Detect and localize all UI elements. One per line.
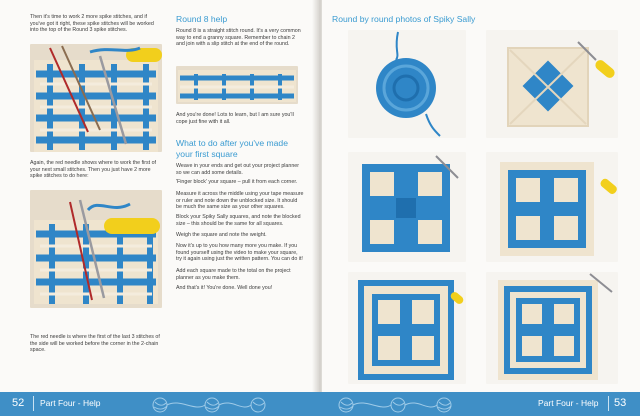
done-paragraph: And you're done! Lots to learn, but I am sure you'll cope just fine with it all.: [176, 112, 294, 125]
yarn-ball-icon: [150, 394, 270, 414]
step-1: Weave in your ends and get out your project planner so we can add some details.: [176, 163, 299, 176]
crochet-photo-illustration: [348, 272, 466, 384]
round-1-photo: [348, 30, 466, 138]
crochet-photo-illustration: [30, 44, 162, 152]
crochet-photo-illustration: [176, 66, 298, 104]
left-page-number: 52: [12, 397, 25, 409]
page-53: [322, 0, 640, 416]
crochet-photo-illustration: [486, 152, 618, 262]
red-needle-paragraph: Again, the red needle shows where to work the first of your next small stitches. Then you just have 2 more spike stitches to do here:: [30, 160, 157, 180]
intro-paragraph: Then it's time to work 2 more spike stitches, and if you've got it right, these spike stitches will be worked into the top of the Round 3 spike stitches.: [30, 14, 154, 34]
crochet-photo-illustration: [348, 152, 466, 262]
round-8-heading: Round 8 help: [176, 14, 228, 24]
footer-divider-right: [608, 396, 609, 411]
spike-stitch-photo-1: [30, 44, 162, 152]
crochet-photo-illustration: [486, 272, 618, 384]
step-4: Block your Spiky Sally squares, and note the blocked size – this should be the same for all squares.: [176, 214, 301, 227]
crochet-photo-illustration: [348, 30, 466, 138]
step-7: Add each square made to the total on the project planner as you make them.: [176, 268, 291, 281]
round-photos-heading: Round by round photos of Spiky Sally: [332, 14, 476, 24]
step-6: Now it's up to you how many more you make. If you found yourself using the video to make your square, try it again using just the written pattern. You can do it!: [176, 243, 303, 263]
round-2-photo: [486, 30, 618, 138]
yarn-ball-icon: [336, 394, 456, 414]
round-8-photo: [176, 66, 298, 104]
right-page-number: 53: [614, 397, 627, 409]
red-needle-corner-paragraph: The red needle is where the first of the last 3 stitches of the side will be worked before the corner in the 2-chain space.: [30, 334, 160, 354]
page-footer: [0, 392, 640, 416]
step-5: Weigh the square and note the weight.: [176, 232, 267, 238]
round-8-paragraph: Round 8 is a straight stitch round. It's a very common way to end a granny square. Remember to chain 2 and join with a slip stitch at the end of the round.: [176, 28, 301, 48]
after-square-heading-line1: What to do after you've made: [176, 138, 288, 148]
step-2: 'Finger block' your square – pull it from each corner.: [176, 179, 298, 185]
spike-stitch-photo-2: [30, 190, 162, 308]
step-3: Measure it across the middle using your tape measure or ruler and note down the unblocked size. It should be much the same size as your other squares.: [176, 191, 304, 211]
step-8: And that's it! You're done. Well done you!: [176, 285, 273, 291]
crochet-photo-illustration: [30, 190, 162, 308]
round-3-photo: [348, 152, 466, 262]
crochet-photo-illustration: [486, 30, 618, 138]
page-52: [0, 0, 318, 416]
round-6-photo: [486, 272, 618, 384]
round-5-photo: [348, 272, 466, 384]
left-section-label: Part Four - Help: [40, 398, 101, 408]
after-square-heading-line2: your first square: [176, 149, 238, 159]
footer-divider-left: [33, 396, 34, 411]
round-4-photo: [486, 152, 618, 262]
right-section-label: Part Four - Help: [538, 398, 599, 408]
